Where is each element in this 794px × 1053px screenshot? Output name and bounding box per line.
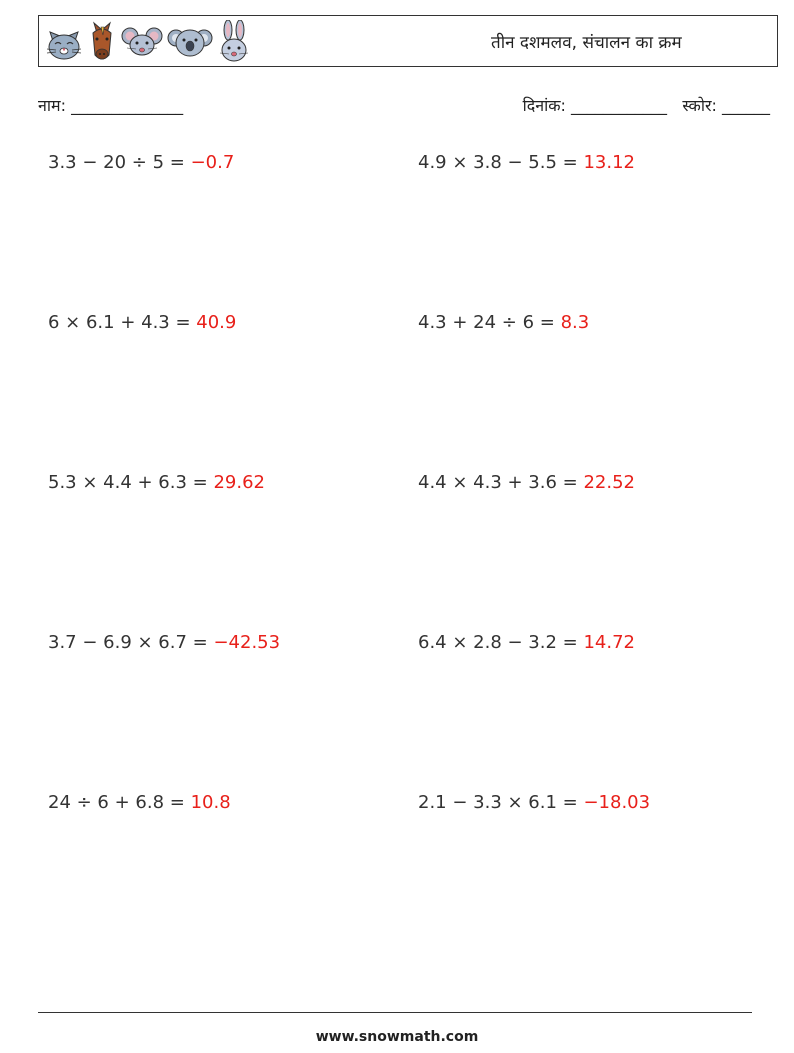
problem-1	[48, 152, 234, 173]
date-blank: ____________	[571, 96, 668, 115]
footer-divider	[38, 1012, 752, 1013]
problem-answer: 40.9	[196, 312, 237, 333]
problem-2	[418, 152, 635, 173]
problem-answer: 29.62	[213, 472, 265, 493]
animal-icons	[45, 20, 251, 64]
problem-expression: 4.4 × 4.3 + 3.6 =	[418, 472, 584, 493]
rabbit-icon	[217, 20, 251, 64]
problem-10	[418, 792, 650, 813]
problem-7	[48, 632, 280, 653]
problem-answer: 13.12	[583, 152, 635, 173]
problem-expression: 6 × 6.1 + 4.3 =	[48, 312, 197, 333]
problem-answer: −18.03	[583, 792, 651, 813]
date-label: दिनांक:	[522, 96, 566, 115]
problem-answer: 8.3	[560, 312, 590, 333]
problem-3	[48, 312, 236, 333]
problem-answer: −0.7	[190, 152, 235, 173]
footer-site[interactable]: www.snowmath.com	[315, 1029, 479, 1045]
problem-expression: 5.3 × 4.4 + 6.3 =	[48, 472, 214, 493]
problem-answer: 14.72	[583, 632, 635, 653]
problem-expression: 3.3 − 20 ÷ 5 =	[48, 152, 191, 173]
score-label: स्कोर:	[682, 96, 717, 115]
problem-expression: 3.7 − 6.9 × 6.7 =	[48, 632, 214, 653]
date-score-fields	[523, 94, 770, 116]
problem-4	[418, 312, 589, 333]
horse-icon	[87, 21, 117, 63]
problem-expression: 6.4 × 2.8 − 3.2 =	[418, 632, 584, 653]
score-blank: ______	[722, 96, 770, 115]
cat-icon	[45, 22, 83, 62]
name-label: नाम:	[38, 96, 66, 115]
problem-answer: 10.8	[190, 792, 231, 813]
problem-5	[48, 472, 265, 493]
problem-answer: −42.53	[213, 632, 281, 653]
problem-6	[418, 472, 635, 493]
problem-expression: 4.3 + 24 ÷ 6 =	[418, 312, 561, 333]
name-blank: ______________	[71, 96, 184, 115]
koala-icon	[167, 24, 213, 60]
problem-expression: 2.1 − 3.3 × 6.1 =	[418, 792, 584, 813]
worksheet-header	[38, 15, 778, 67]
worksheet-title: तीन दशमलव, संचालन का क्रम	[491, 33, 682, 53]
problem-9	[48, 792, 231, 813]
problem-expression: 4.9 × 3.8 − 5.5 =	[418, 152, 584, 173]
problem-answer: 22.52	[583, 472, 635, 493]
name-field	[38, 94, 183, 116]
problem-8	[418, 632, 635, 653]
mouse-icon	[121, 24, 163, 60]
problem-expression: 24 ÷ 6 + 6.8 =	[48, 792, 191, 813]
